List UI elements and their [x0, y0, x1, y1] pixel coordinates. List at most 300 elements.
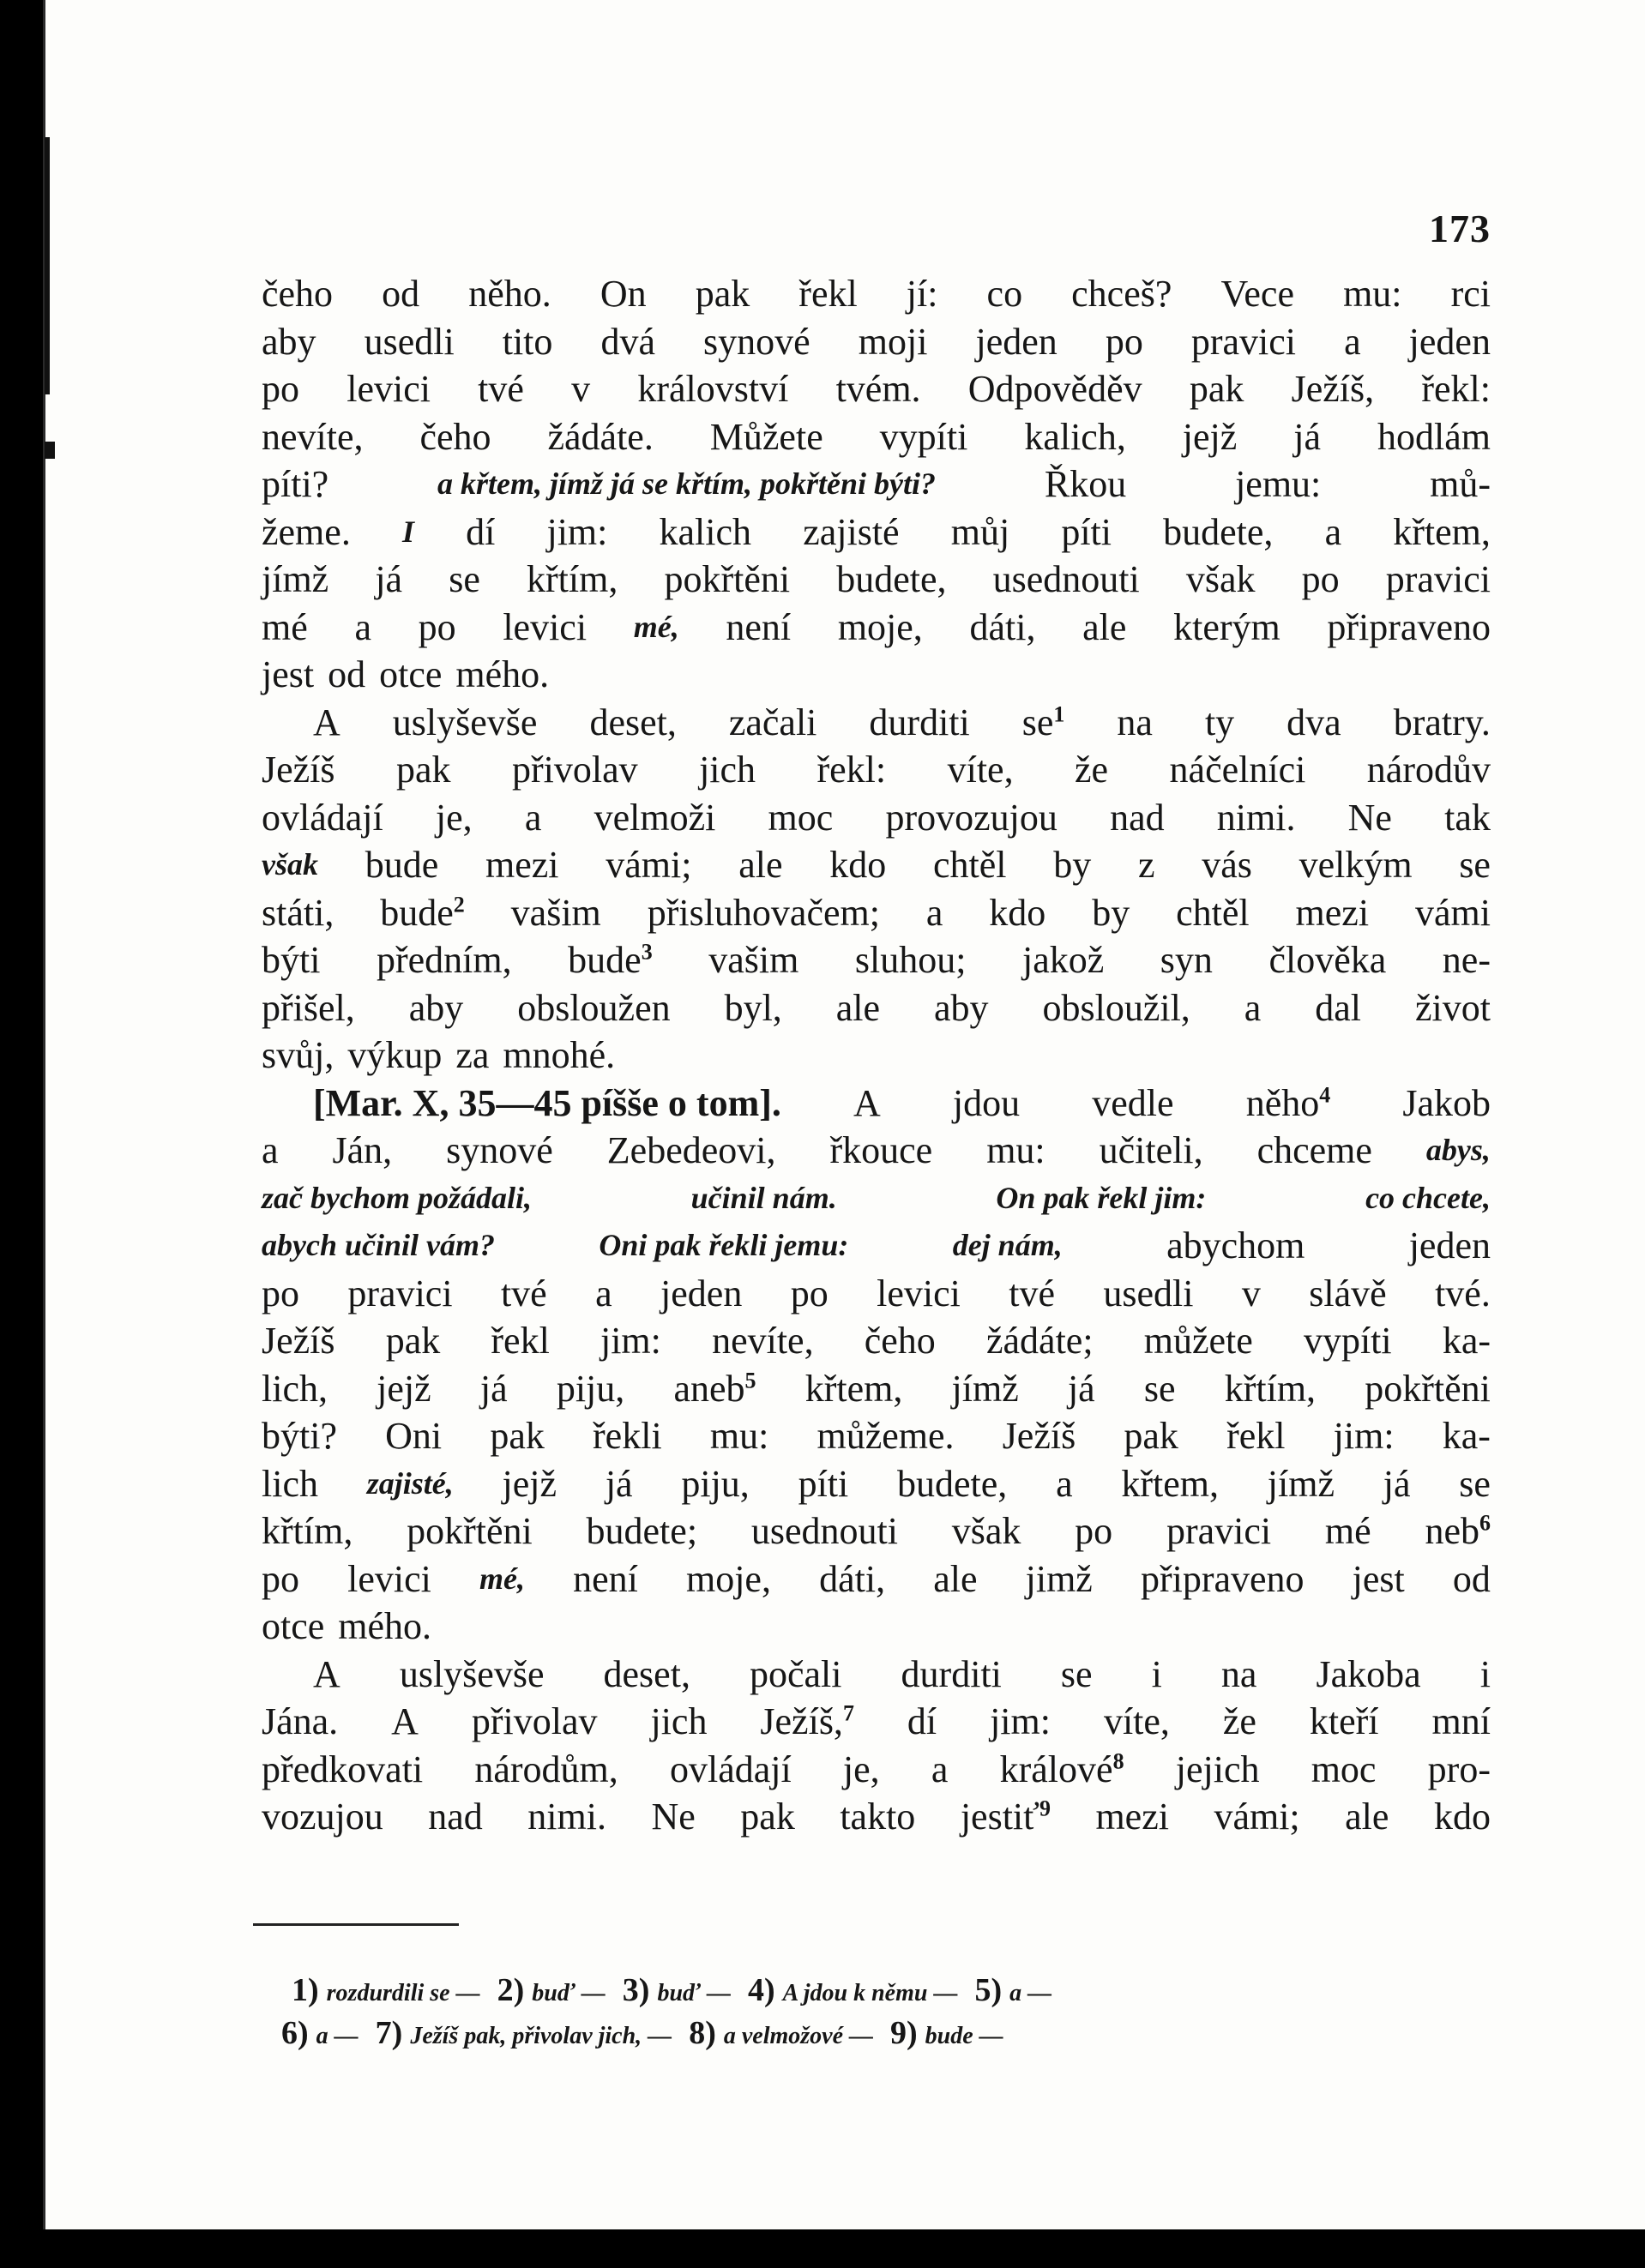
word: [1186, 556, 1256, 604]
word: [262, 1460, 318, 1508]
word: [377, 936, 512, 984]
footnote-number: 9): [890, 2015, 918, 2051]
text-line: [262, 1793, 1491, 1841]
text-line: [262, 984, 1491, 1032]
italic-word: [599, 1222, 848, 1270]
word: [391, 1698, 419, 1746]
word-text: nevíte,: [262, 415, 364, 458]
word-text: mezi: [1095, 1796, 1169, 1838]
word: [750, 1651, 842, 1699]
word-text: lich: [262, 1462, 318, 1505]
word: [708, 936, 798, 984]
word-text: řekl: [1226, 1415, 1286, 1457]
word-text: po: [418, 605, 456, 648]
word-text: ty: [1204, 701, 1235, 743]
word: [1268, 1460, 1335, 1508]
word-text: já: [1383, 1462, 1411, 1505]
word: [703, 318, 810, 366]
word-text: člověka: [1268, 939, 1387, 981]
word: [503, 1460, 557, 1508]
footnote-number: 3): [622, 1972, 650, 2008]
word: [1176, 889, 1250, 937]
word-text: tvé: [1009, 1272, 1055, 1314]
book-page: [43, 0, 1645, 2229]
word: [262, 1507, 352, 1555]
word: [333, 1127, 393, 1175]
word: [1353, 1555, 1405, 1603]
word: [1286, 699, 1341, 747]
word: [1325, 508, 1342, 556]
word: [262, 1317, 335, 1365]
word-text: vámi: [1414, 891, 1491, 934]
word-text: a: [925, 891, 943, 934]
word-text: [Mar. X, 35—45 píšše o tom].: [313, 1081, 781, 1124]
word-text: dáti,: [969, 605, 1036, 648]
word: [1061, 1651, 1093, 1699]
word: [1092, 889, 1130, 937]
word: [262, 508, 351, 556]
word-text: zajisté: [803, 510, 900, 553]
word: [710, 1412, 768, 1460]
footnote-number: 5): [974, 1972, 1003, 2008]
word-text: a: [1344, 320, 1361, 363]
word-text: mé,: [633, 609, 679, 644]
word-text: syn: [1160, 939, 1213, 981]
word: [1106, 318, 1143, 366]
word-text: kteří: [1309, 1700, 1379, 1742]
word: [1430, 460, 1491, 508]
word-text: zajisté,: [366, 1465, 454, 1501]
word-text: tvé: [500, 1272, 547, 1314]
word: [1345, 1793, 1389, 1841]
word-text: po: [1301, 558, 1340, 600]
text-line: [262, 1603, 1491, 1651]
word: [768, 794, 834, 842]
word: [952, 1365, 1019, 1413]
word: [511, 889, 601, 937]
word: [1003, 1412, 1076, 1460]
word-text: a: [931, 1748, 949, 1790]
word: [1244, 984, 1262, 1032]
word-text: A: [391, 1700, 419, 1742]
word-text: ale: [1082, 605, 1127, 648]
word-text: Ne: [651, 1796, 696, 1838]
word: [1138, 841, 1155, 889]
footnote-marker: 8: [1112, 1748, 1124, 1773]
word-text: se: [1060, 1652, 1093, 1695]
word-text: Oni pak řekli jemu:: [599, 1228, 849, 1262]
word-text: přivolav: [471, 1700, 598, 1742]
word-text: já: [375, 558, 403, 600]
word-text: pak: [1189, 368, 1244, 410]
word: [1121, 1460, 1219, 1508]
word: [934, 984, 989, 1032]
word: [1428, 1746, 1491, 1794]
word: [262, 365, 299, 413]
word: [595, 1270, 612, 1318]
word-text: zač bychom požádali,: [262, 1180, 532, 1215]
word: [986, 1127, 1045, 1175]
word: [1348, 794, 1392, 842]
word-text: lich,: [262, 1367, 328, 1410]
word: [836, 365, 921, 413]
italic-word: [262, 1222, 495, 1270]
word: [1315, 984, 1361, 1032]
word: [1176, 1746, 1260, 1794]
footnote-text: Ježíš pak, přivolav jich, —: [410, 2023, 672, 2049]
word: [829, 841, 886, 889]
footnote-marker: 2: [453, 891, 465, 917]
word-text: Ne: [1347, 796, 1392, 839]
word: [1100, 1127, 1203, 1175]
word: [1095, 1793, 1169, 1841]
word-text: učinil nám.: [690, 1180, 837, 1215]
word: [594, 794, 716, 842]
word: [1205, 699, 1234, 747]
word-text: hodlám: [1377, 415, 1491, 458]
word-text: synové: [703, 320, 810, 363]
footnote-marker: 6: [1479, 1510, 1491, 1536]
word: [791, 1270, 829, 1318]
word: [1310, 1698, 1379, 1746]
word-text: chtěl: [932, 844, 1007, 886]
word-text: levici: [877, 1272, 961, 1314]
text-line: [262, 699, 1491, 747]
text-line: [262, 604, 1491, 652]
footnote-rule: [253, 1923, 459, 1926]
word-text: vámi;: [606, 844, 692, 886]
footnote-text: a —: [316, 2023, 359, 2049]
word: [686, 1555, 771, 1603]
footnote-number: 2): [497, 1972, 525, 2008]
word: [1409, 1222, 1491, 1270]
word-text: nimi.: [527, 1796, 606, 1838]
word-text: ovládají: [669, 1748, 792, 1790]
word: [1144, 1317, 1253, 1365]
text-line: [262, 1698, 1491, 1746]
text-line: [262, 936, 1491, 984]
word: [468, 270, 551, 318]
word: [1117, 699, 1153, 747]
word-text: pokřtěni: [1365, 1367, 1491, 1410]
word: [262, 1365, 328, 1413]
word: [1459, 1460, 1491, 1508]
italic-word: [996, 1175, 1206, 1223]
italic-word: [953, 1222, 1063, 1270]
word: [798, 270, 857, 318]
word-text: jeden: [1408, 1224, 1491, 1266]
word-text: řkouce: [829, 1129, 933, 1171]
word: [1000, 1746, 1124, 1794]
word-text: vozujou: [262, 1796, 383, 1838]
text-line: [262, 1555, 1491, 1603]
word-text: jejž: [1182, 415, 1238, 458]
word: [503, 1032, 615, 1080]
word-text: život: [1414, 986, 1491, 1029]
word: [1223, 1698, 1256, 1746]
word-text: po: [262, 1557, 299, 1600]
word: [338, 1603, 431, 1651]
word: [710, 413, 823, 461]
word: [1092, 1080, 1173, 1128]
footnote: [890, 2012, 1003, 2058]
word-text: po: [790, 1272, 829, 1314]
word: [449, 556, 480, 604]
word: [961, 1793, 1051, 1841]
word: [1141, 1555, 1305, 1603]
word-text: aby: [408, 986, 464, 1029]
word: [377, 1365, 431, 1413]
word: [485, 841, 559, 889]
word-text: svůj,: [262, 1034, 334, 1076]
footnote-number: 6): [281, 2015, 309, 2051]
word: [262, 318, 316, 366]
word-text: křtím,: [262, 1510, 353, 1552]
word: [419, 413, 491, 461]
word: [517, 984, 670, 1032]
word-text: usednouti: [992, 558, 1140, 600]
word-text: náčelníci: [1169, 749, 1306, 791]
word: [1453, 1555, 1491, 1603]
word: [1386, 556, 1491, 604]
word-text: chtěl: [1176, 891, 1250, 934]
word-text: obsloužen: [517, 986, 671, 1029]
word-text: jdou: [952, 1081, 1021, 1124]
word-text: On pak řekl jim:: [996, 1180, 1207, 1215]
footnote-number: 8): [689, 2015, 716, 2051]
word-text: vedle: [1092, 1081, 1174, 1124]
word: [885, 794, 1057, 842]
word: [365, 318, 455, 366]
word: [409, 984, 464, 1032]
word-text: a: [595, 1272, 612, 1314]
word: [1045, 460, 1126, 508]
word-text: bude: [380, 891, 454, 934]
word-text: deset,: [603, 1652, 690, 1695]
word-text: z: [1137, 844, 1155, 886]
word-text: byl,: [724, 986, 782, 1029]
word: [740, 1793, 795, 1841]
text-line: [262, 1317, 1491, 1365]
footnote-text: buď —: [657, 1980, 731, 2006]
word-text: tvém.: [835, 368, 921, 410]
word-text: chceme: [1256, 1129, 1372, 1171]
word: [379, 651, 442, 699]
word: [396, 746, 451, 794]
footnote-number: 1): [292, 1972, 319, 2008]
word-text: i: [1479, 1652, 1491, 1695]
footnote-line: [292, 1969, 1492, 2012]
word-text: ka-: [1442, 1320, 1491, 1362]
word-text: Zebedeovi,: [606, 1129, 776, 1171]
word-text: I: [401, 514, 414, 549]
word: [527, 1793, 606, 1841]
word: [637, 365, 788, 413]
word: [1257, 1127, 1372, 1175]
word-text: deset,: [589, 701, 677, 743]
word-text: sluhou;: [854, 939, 967, 981]
word-text: státi,: [262, 891, 334, 934]
word: [262, 413, 364, 461]
word: [729, 699, 817, 747]
word-text: jim:: [546, 510, 608, 553]
text-line: [262, 460, 1491, 508]
word-text: mého.: [455, 653, 550, 695]
word: [1443, 1317, 1491, 1365]
word-text: výkup: [347, 1034, 443, 1076]
word: [843, 1746, 880, 1794]
word-text: vypíti: [879, 415, 968, 458]
word-text: čeho: [864, 1320, 936, 1362]
word-text: je,: [435, 796, 473, 839]
word-text: Jakoba: [1316, 1652, 1421, 1695]
word-text: otce: [379, 653, 443, 695]
word: [696, 270, 750, 318]
word-text: chceš?: [1071, 273, 1172, 315]
word-text: aneb: [673, 1367, 745, 1410]
word-text: Ježíš: [262, 749, 335, 791]
word: [328, 651, 365, 699]
word-text: od: [328, 653, 366, 695]
word-text: pak: [1124, 1415, 1178, 1457]
word-text: mého.: [338, 1605, 432, 1647]
word: [681, 1460, 749, 1508]
word-text: pak: [695, 273, 750, 315]
word-text: mů-: [1430, 463, 1491, 505]
word-text: po: [1075, 1510, 1113, 1552]
text-line: [262, 1080, 1491, 1128]
word-text: On: [600, 273, 647, 315]
word-text: čeho: [419, 415, 491, 458]
word-text: slávě: [1309, 1272, 1387, 1314]
word: [262, 460, 328, 508]
word: [1344, 318, 1361, 366]
footnote: [281, 2012, 359, 2058]
word: [953, 1080, 1020, 1128]
word-text: co: [986, 273, 1023, 315]
word: [1425, 1507, 1491, 1555]
footnote-marker: 3: [641, 939, 653, 965]
reference-note: [313, 1080, 781, 1128]
word-text: já: [1067, 1367, 1095, 1410]
word: [382, 270, 419, 318]
word: [589, 699, 676, 747]
word: [262, 1793, 383, 1841]
word: [262, 604, 308, 652]
word: [262, 1032, 334, 1080]
word-text: tak: [1444, 796, 1491, 839]
word-text: však: [1185, 558, 1256, 600]
word: [1191, 318, 1296, 366]
footnote-text: a —: [1009, 1980, 1052, 2006]
text-line: [262, 1507, 1491, 1555]
text-line: [262, 794, 1491, 842]
word: [1144, 1365, 1176, 1413]
word: [606, 841, 691, 889]
word-text: Ježíš,: [1291, 368, 1375, 410]
word-text: i: [1151, 1652, 1162, 1695]
word: [819, 1555, 885, 1603]
word: [1383, 1460, 1411, 1508]
text-line: [262, 1365, 1491, 1413]
word-text: jim:: [600, 1320, 661, 1362]
word-text: a: [524, 796, 542, 839]
word-text: mu:: [1343, 273, 1402, 315]
word: [1163, 508, 1273, 556]
word-text: budete,: [1163, 510, 1274, 553]
word: [1160, 936, 1213, 984]
word: [1292, 365, 1375, 413]
word: [1022, 699, 1065, 747]
word-text: velmoži: [594, 796, 716, 839]
word: [1431, 1698, 1490, 1746]
word: [986, 1317, 1094, 1365]
word: [262, 1270, 299, 1318]
word-text: Ježíš: [262, 1320, 335, 1362]
word: [1056, 1460, 1073, 1508]
spine-shadow: [45, 137, 50, 394]
word-text: pak: [385, 1320, 441, 1362]
word-text: řekl: [491, 1320, 550, 1362]
word-text: durditi: [901, 1652, 1002, 1695]
word-text: abychom: [1166, 1224, 1305, 1266]
word-text: mu:: [986, 1129, 1045, 1171]
word-text: však: [951, 1510, 1021, 1552]
body-text: [262, 270, 1491, 1841]
word-text: moc: [768, 796, 834, 839]
word: [446, 1127, 553, 1175]
word-text: tito: [502, 320, 553, 363]
word: [262, 270, 333, 318]
word-text: národův: [1366, 749, 1491, 791]
word: [607, 1127, 776, 1175]
word: [1235, 460, 1321, 508]
word: [648, 889, 880, 937]
word: [604, 1651, 690, 1699]
word-text: je,: [842, 1748, 880, 1790]
text-line: [262, 508, 1491, 556]
word-text: připraveno: [1327, 605, 1491, 648]
word: [573, 1555, 638, 1603]
word: [1075, 1507, 1112, 1555]
word-text: mní: [1431, 1700, 1491, 1742]
word: [547, 413, 653, 461]
footnote: [497, 1969, 606, 2015]
word-text: piju,: [681, 1462, 750, 1505]
text-line: [262, 413, 1491, 461]
word-text: předkovati: [262, 1748, 424, 1790]
word: [650, 1698, 707, 1746]
word-text: jimž: [1025, 1557, 1093, 1600]
word: [805, 1365, 903, 1413]
word-text: moc: [1311, 1748, 1377, 1790]
word-text: na: [1117, 701, 1153, 743]
word-text: provozujou: [885, 796, 1058, 839]
word: [1293, 413, 1321, 461]
word: [1311, 1746, 1377, 1794]
word-text: co chcete,: [1365, 1180, 1491, 1215]
word-text: pravici: [1166, 1510, 1272, 1552]
footnote-text: bude —: [925, 2023, 1003, 2049]
word-text: připraveno: [1140, 1557, 1305, 1600]
word: [931, 1746, 949, 1794]
word: [527, 556, 618, 604]
word-text: velkým: [1299, 844, 1413, 886]
word: [880, 413, 968, 461]
word-text: v: [1241, 1272, 1261, 1314]
word: [859, 318, 928, 366]
word-text: nad: [1110, 796, 1165, 839]
